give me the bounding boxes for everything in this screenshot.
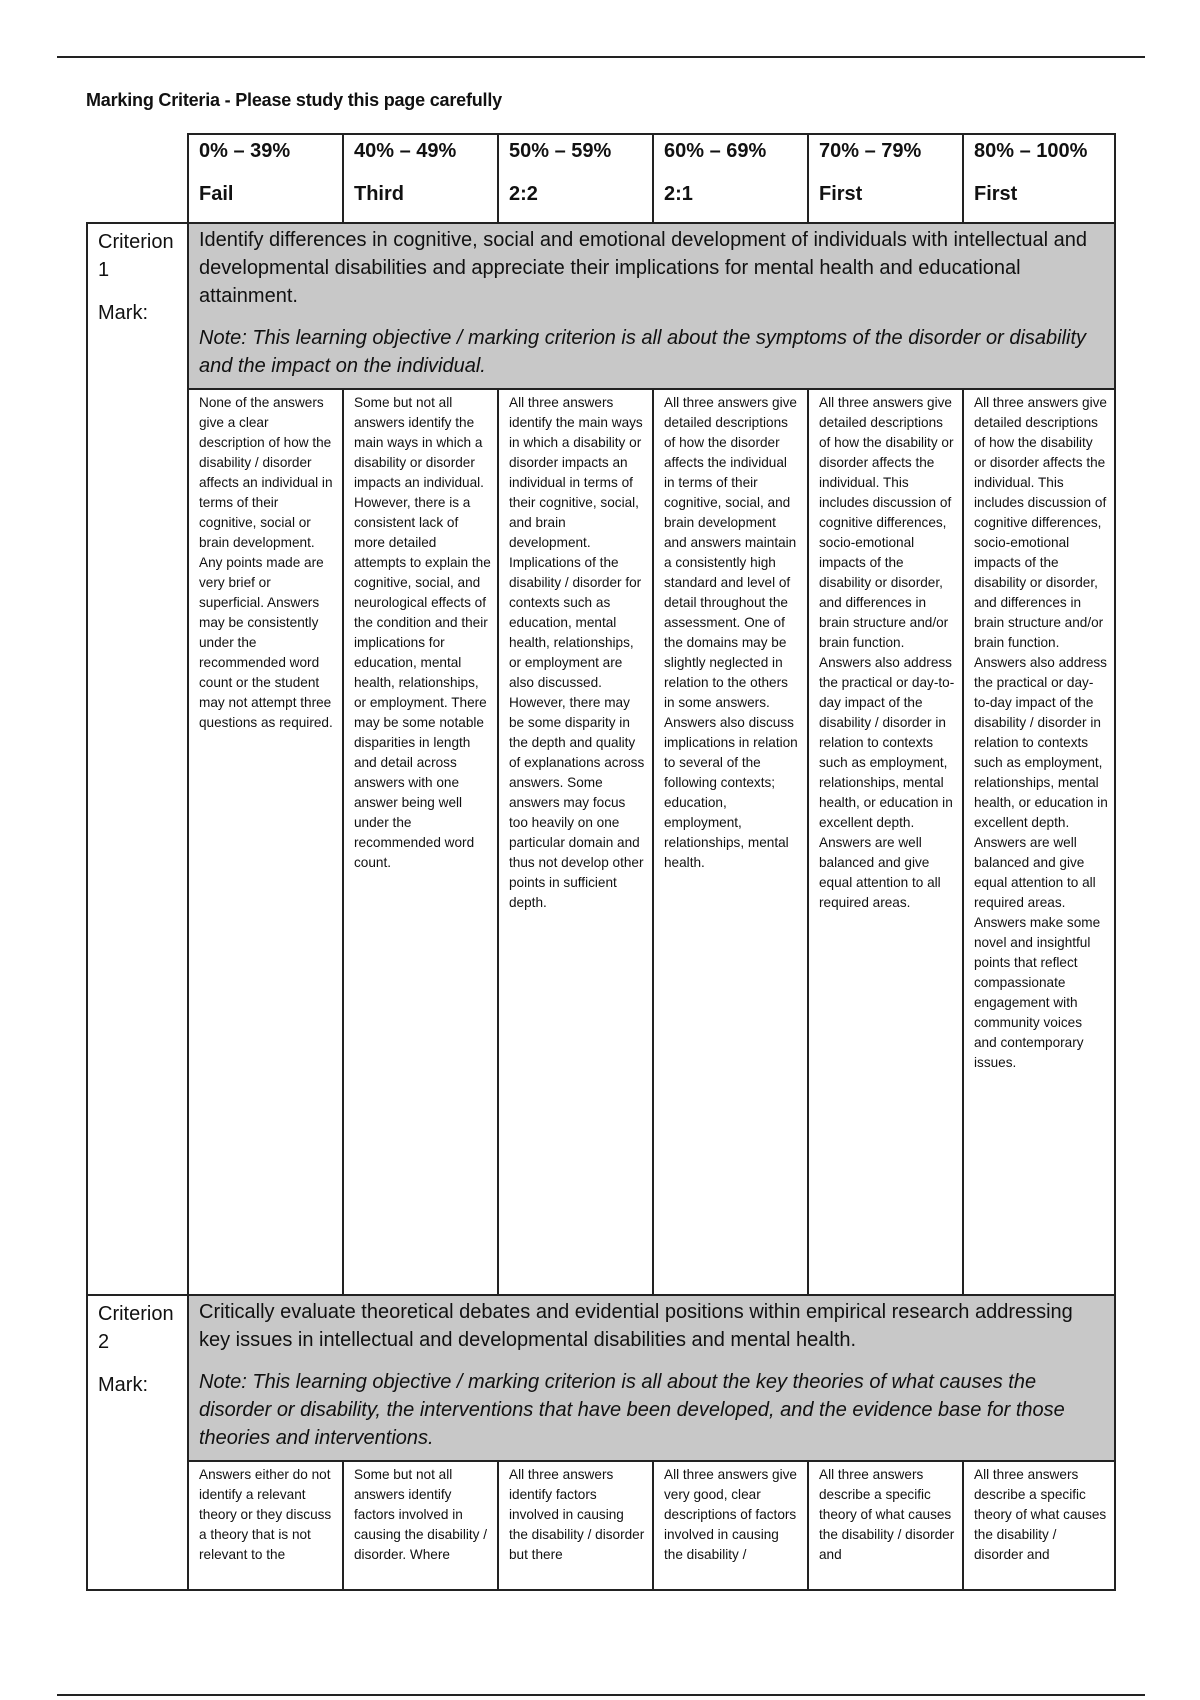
descriptor-text: All three answers describe a specific theory of what causes the disability / disorder and: [974, 1467, 1107, 1562]
objective-note: Note: This learning objective / marking criterion is all about the key theories of what causes the disorder or disability, the interventions that have been developed, and the evidence base for those theories and interventions.: [199, 1371, 1065, 1449]
descriptor-cell: [498, 389, 653, 1295]
objective-text: Identify differences in cognitive, social and emotional development of individuals with intellectual and developmental disabilities and appreciate their implications for mental health and educational attainment.: [199, 229, 1087, 307]
descriptor-cell: [188, 389, 343, 1295]
objective-note: Note: This learning objective / marking criterion is all about the symptoms of the disorder or disability and the impact on the individual.: [199, 327, 1087, 377]
criterion-1-objective-row: [87, 223, 1115, 389]
criterion-2-descriptor-row: [87, 1461, 1115, 1590]
band-header: [653, 134, 808, 223]
descriptor-text: All three answers identify the main ways in which a disability or disorder impacts an individual in terms of their cognitive, social, and brain development. Implications of the disability / disorder for contexts such as education, mental health, relationships, or employment are also discussed. However, there may be some disparity in the depth and quality of explanations across answers. Some answers may focus too heavily on one particular domain and thus not develop other points in sufficient depth.: [509, 395, 645, 910]
criterion-name: Criterion 2: [98, 1303, 174, 1353]
descriptor-text: All three answers give detailed descriptions of how the disability or disorder affects the individual. This includes discussion of cognitive differences, socio-emotional impacts of the disability or disorder, and differences in brain structure and/or brain function. Answers also address the practical or day-to-day impact of the disability / disorder in relation to contexts such as employment, relationships, mental health, or education in excellent depth. Answers are well balanced and give equal attention to all required areas. Answers make some novel and insightful points that reflect compassionate engagement with community voices and contemporary issues.: [974, 395, 1108, 1070]
criterion-2-objective-row: [87, 1295, 1115, 1461]
top-rule: [57, 56, 1145, 58]
band-header: [188, 134, 343, 223]
band-classification: 2:1: [664, 183, 693, 205]
band-classification: First: [819, 183, 863, 205]
band-header: [963, 134, 1115, 223]
band-range: 50% – 59%: [509, 140, 612, 162]
descriptor-text: Some but not all answers identify the main ways in which a disability or disorder impacts an individual. However, there is a consistent lack of more detailed attempts to explain the cognitive, social, and neurological effects of the condition and their implications for education, mental health, relationships, or employment. There may be some notable disparities in length and detail across answers with one answer being well under the recommended word count.: [354, 395, 491, 870]
band-header: [498, 134, 653, 223]
descriptor-text: Answers either do not identify a relevant theory or they discuss a theory that is not relevant to the: [199, 1467, 332, 1562]
band-classification: Third: [354, 183, 404, 205]
band-classification: 2:2: [509, 183, 538, 205]
descriptor-cell: [653, 1461, 808, 1590]
mark-label: Mark:: [98, 1374, 148, 1396]
descriptor-cell: [653, 389, 808, 1295]
band-range: 0% – 39%: [199, 140, 291, 162]
descriptor-cell: [343, 1461, 498, 1590]
criterion-1-label: [87, 223, 188, 1295]
band-classification: First: [974, 183, 1018, 205]
mark-label: Mark:: [98, 302, 148, 324]
criterion-1-descriptor-row: [87, 389, 1115, 1295]
descriptor-text: None of the answers give a clear description of how the disability / disorder affects an individual in terms of their cognitive, social or brain development. Any points made are very brief or superficial. Answers may be consistently under the recommended word count or the student may not attempt three questions as required.: [199, 395, 333, 730]
criterion-2-objective: [188, 1295, 1115, 1461]
descriptor-cell: [343, 389, 498, 1295]
objective-text: Critically evaluate theoretical debates and evidential positions within empirical research addressing key issues in intellectual and developmental disabilities and mental health.: [199, 1301, 1073, 1351]
band-range: 40% – 49%: [354, 140, 457, 162]
descriptor-cell: [808, 389, 963, 1295]
band-range: 60% – 69%: [664, 140, 767, 162]
descriptor-text: All three answers describe a specific theory of what causes the disability / disorder and: [819, 1467, 955, 1562]
band-range: 70% – 79%: [819, 140, 922, 162]
page-title: Marking Criteria - Please study this page carefully: [86, 90, 502, 110]
descriptor-text: Some but not all answers identify factors involved in causing the disability / disorder. Where: [354, 1467, 487, 1562]
descriptor-cell: [808, 1461, 963, 1590]
descriptor-text: All three answers identify factors involved in causing the disability / disorder but there: [509, 1467, 645, 1562]
criterion-2-label: [87, 1295, 188, 1590]
grade-band-header-row: [87, 134, 1115, 223]
descriptor-text: All three answers give detailed descriptions of how the disability or disorder affects the individual. This includes discussion of cognitive differences, socio-emotional impacts of the disability or disorder, and differences in brain structure and/or brain function. Answers also address the practical or day-to-day impact of the disability / disorder in relation to contexts such as employment, relationships, mental health, or education in excellent depth. Answers are well balanced and give equal attention to all required areas.: [819, 395, 955, 910]
band-classification: Fail: [199, 183, 234, 205]
band-header: [343, 134, 498, 223]
descriptor-cell: [498, 1461, 653, 1590]
descriptor-cell: [188, 1461, 343, 1590]
bottom-rule: [57, 1694, 1145, 1696]
criterion-1-objective: [188, 223, 1115, 389]
descriptor-text: All three answers give very good, clear descriptions of factors involved in causing the disability /: [664, 1467, 797, 1562]
header-corner: [87, 134, 188, 223]
band-header: [808, 134, 963, 223]
band-range: 80% – 100%: [974, 140, 1088, 162]
descriptor-text: All three answers give detailed descriptions of how the disorder affects the individual in terms of their cognitive, social, and brain development and answers maintain a consistently high standard and level of detail throughout the assessment. One of the domains may be slightly neglected in relation to the others in some answers. Answers also discuss implications in relation to several of the following contexts; education, employment, relationships, mental health.: [664, 395, 798, 870]
descriptor-cell: [963, 389, 1115, 1295]
descriptor-cell: [963, 1461, 1115, 1590]
marking-criteria-table: [86, 133, 1116, 1591]
criterion-name: Criterion 1: [98, 231, 174, 281]
